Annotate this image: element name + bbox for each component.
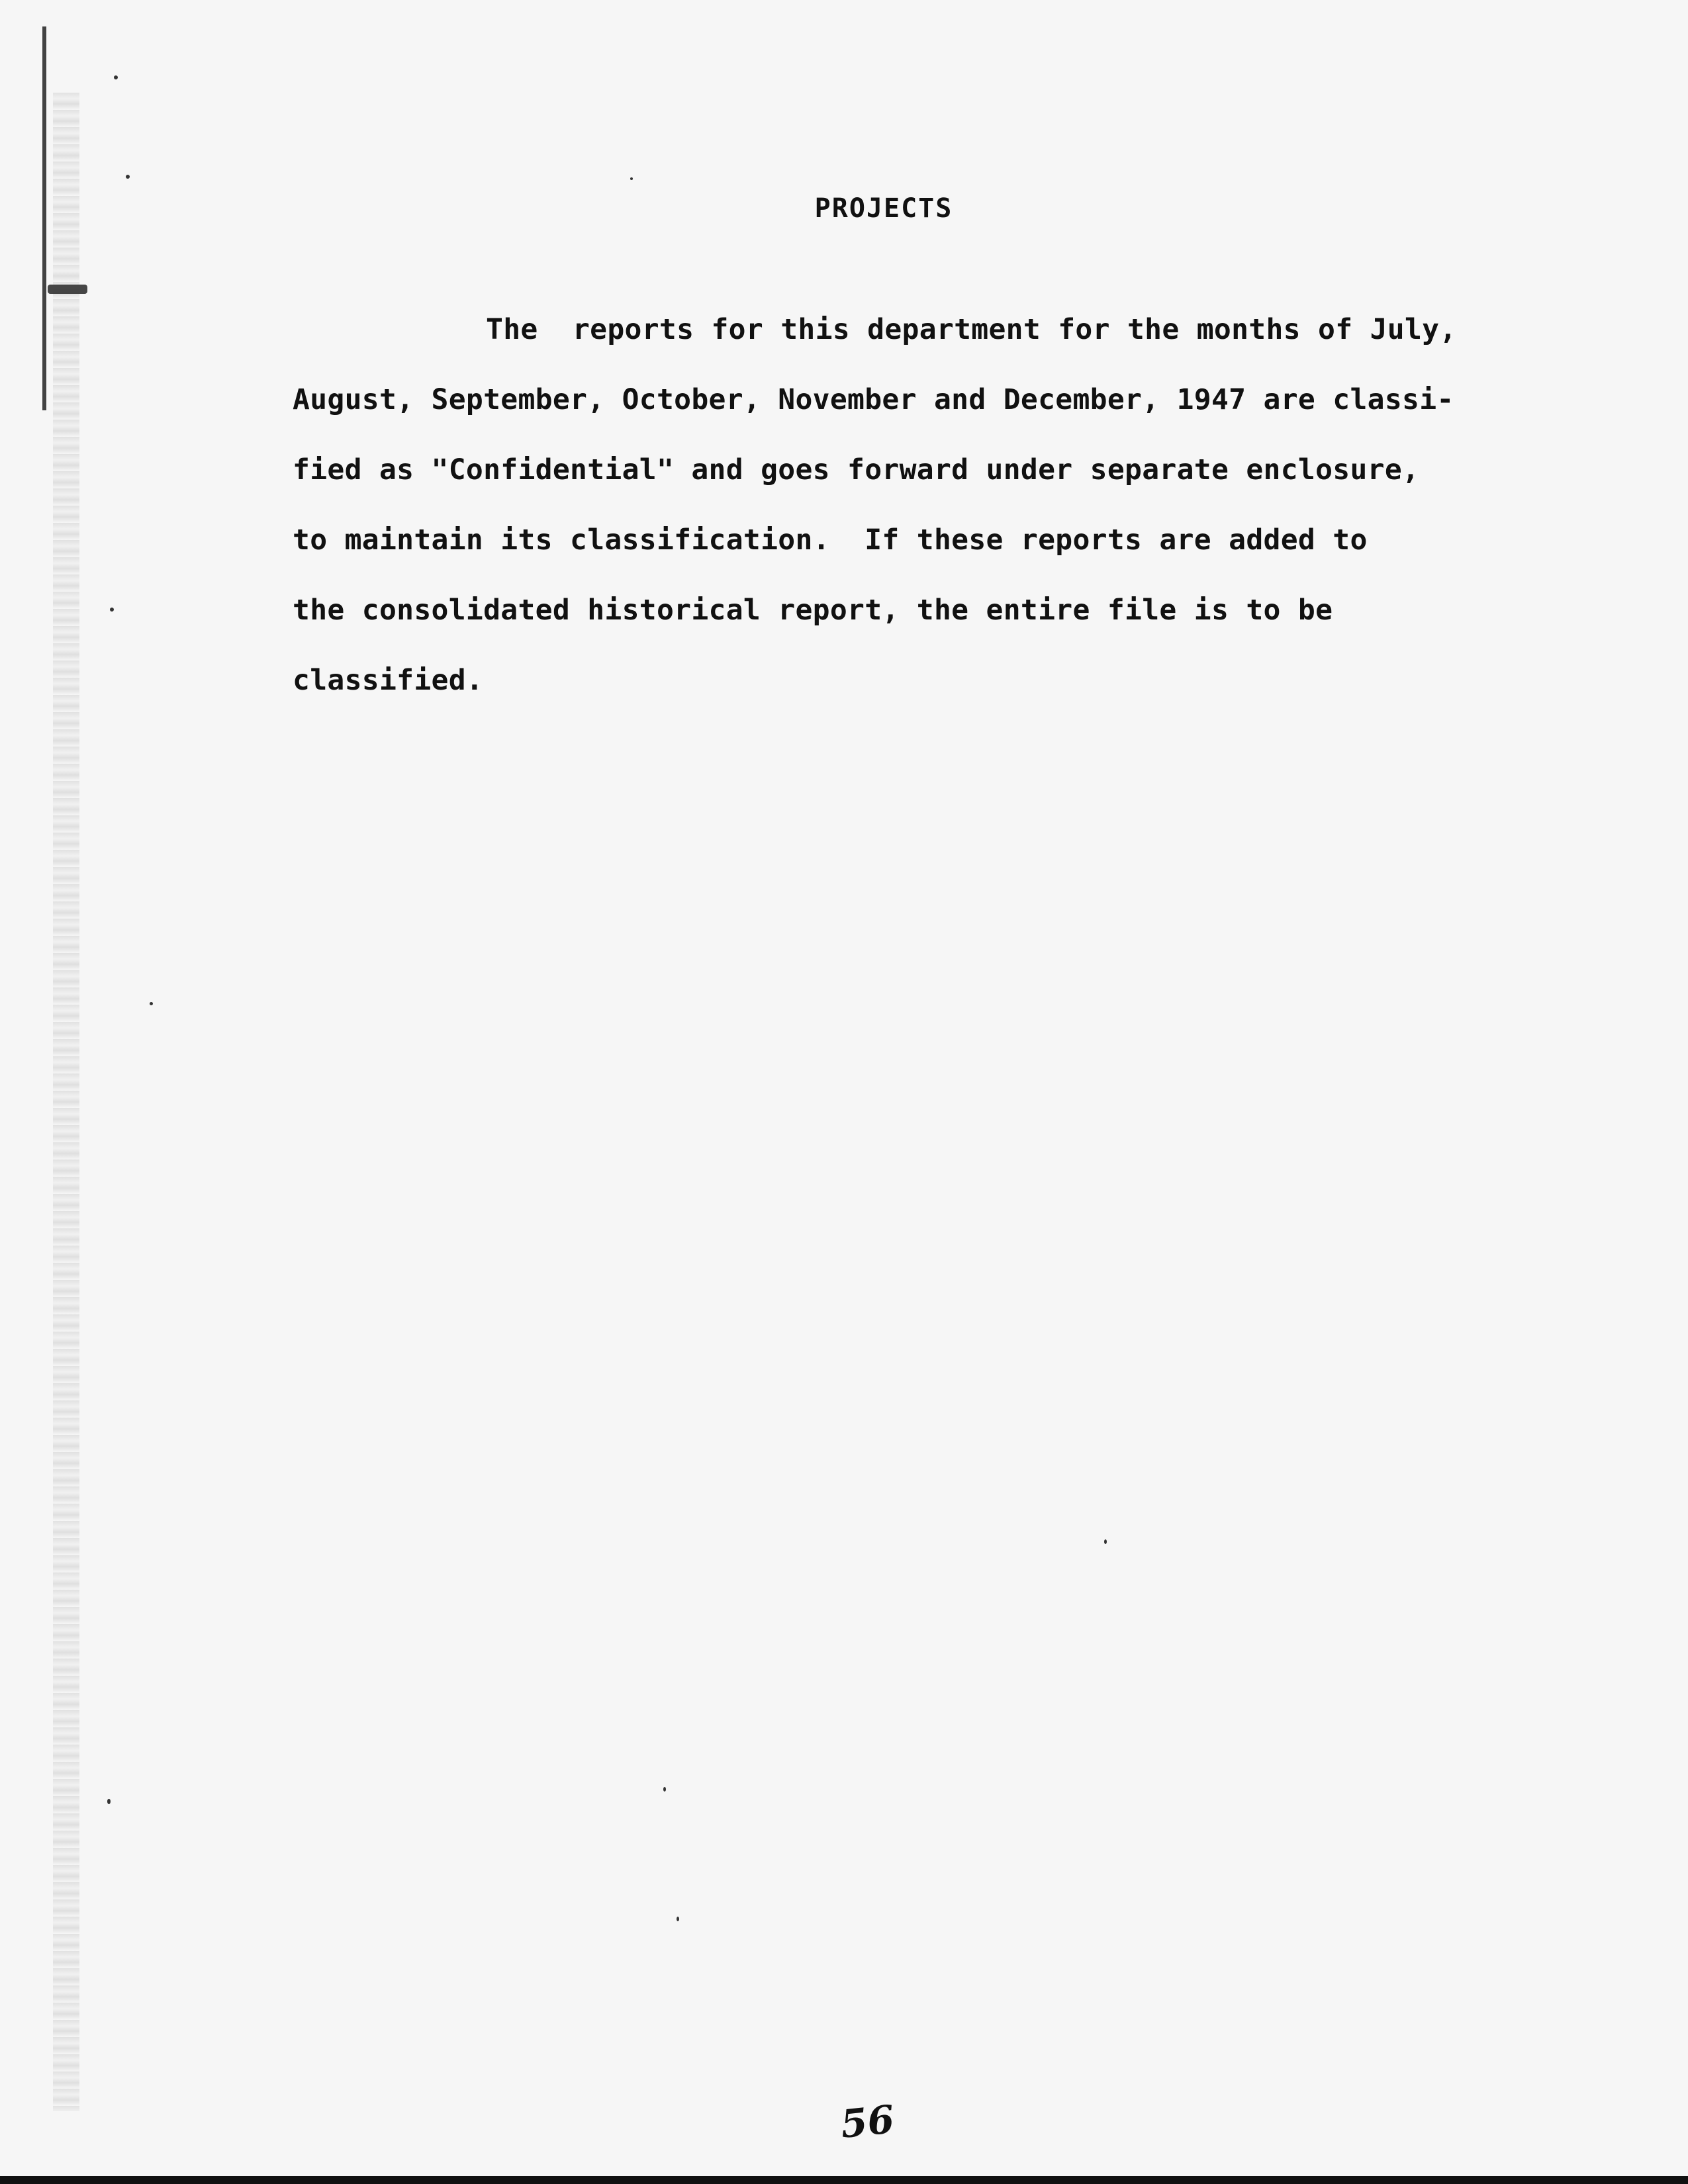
paragraph-line: classified. [293,664,484,697]
paragraph-line: fied as "Confidential" and goes forward under separate enclosure, [293,453,1420,486]
scan-speck [1104,1539,1107,1544]
scan-speck [107,1799,111,1804]
scan-edge-mark [48,285,87,294]
paragraph-line: The reports for this department for the months of July, [486,313,1457,346]
paragraph-line: to maintain its classification. If these reports are added to [293,523,1368,557]
scan-speck [677,1917,679,1921]
scan-edge-noise [53,93,79,2111]
scan-speck [110,608,114,612]
scan-speck [663,1787,666,1792]
scan-speck [114,75,118,79]
paragraph-line: August, September, October, November and December, 1947 are classi- [293,383,1454,416]
page-title: PROJECTS [814,193,953,224]
scan-speck [150,1002,153,1005]
paragraph-line: the consolidated historical report, the entire file is to be [293,594,1333,627]
scan-speck [630,177,633,180]
body-paragraph [293,295,1504,715]
scan-bottom-edge [0,2176,1688,2184]
scan-speck [126,175,130,179]
handwritten-page-number: 56 [838,2096,897,2148]
